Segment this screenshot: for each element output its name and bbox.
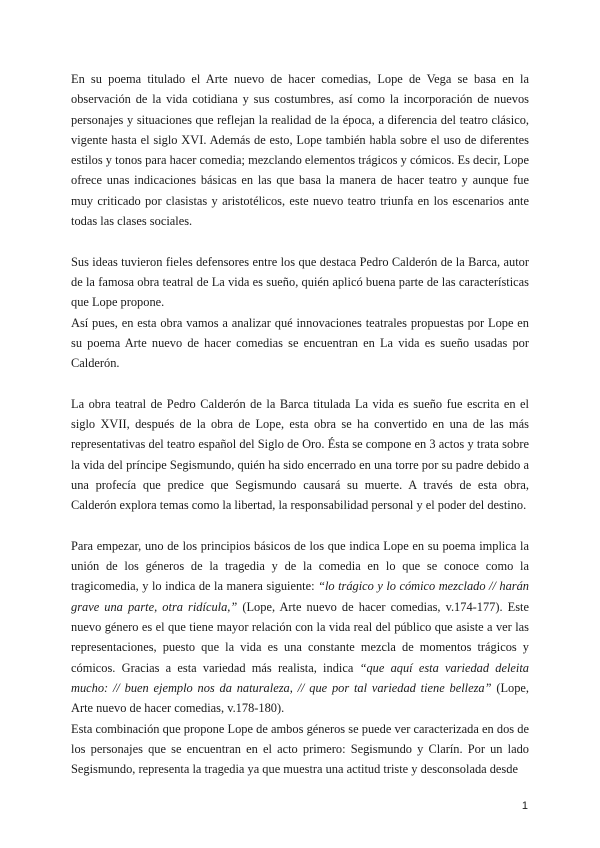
paragraph-spacer <box>71 516 529 536</box>
paragraph-5-text-a: Para empezar, uno de los principios básicos de los que indica Lope en su poema implica la unión de los géneros de la tragedia y de la comedia en lo que se conoce como la tragicomedia, y lo indica de la manera siguiente: <box>71 538 529 594</box>
paragraph-spacer <box>71 231 529 251</box>
quote-1: “lo trágico y lo cómico mezclado // harán grave una parte, otra ridícula,” <box>71 579 529 614</box>
paragraph-6: Esta combinación que propone Lope de ambos géneros se puede ver caracterizada en dos de los personajes que se encuentran en el acto primero: Segismundo y Clarín. Por un lado Segismundo, representa la tragedia ya que muestra una actitud triste y desconsolada desde <box>71 721 529 777</box>
paragraph-2: Sus ideas tuvieron fieles defensores entre los que destaca Pedro Calderón de la Barca, autor de la famosa obra teatral de La vida es sueño, quién aplicó buena parte de las características que Lope propone. <box>71 254 529 310</box>
paragraph-1: En su poema titulado el Arte nuevo de hacer comedias, Lope de Vega se basa en la observación de la vida cotidiana y sus costumbres, así como la incorporación de nuevos personajes y situaciones que reflejan la realidad de la época, a diferencia del teatro clásico, vigente hasta el siglo XVI. Además de esto, Lope también habla sobre el uso de diferentes estilos y tonos para hacer comedia; mezclando elementos trágicos y cómicos. Es decir, Lope ofrece unas indicaciones básicas en las que basa la manera de hacer teatro y aunque fue muy criticado por clasistas y aristotélicos, este nuevo teatro triunfa en los escenarios ante todas las clases sociales. <box>71 72 529 229</box>
page-number: 1 <box>521 800 528 812</box>
paragraph-5 <box>71 536 529 719</box>
paragraph-4: La obra teatral de Pedro Calderón de la Barca titulada La vida es sueño fue escrita en el siglo XVII, después de la obra de Lope, esta obra se ha convertido en una de las más representativas del teatro español del Siglo de Oro. Ésta se compone en 3 actos y trata sobre la vida del príncipe Segismundo, quién ha sido encerrado en una torre por su padre debido a una profecía que predice que Segismundo causará su muerte. A través de esta obra, Calderón explora temas como la libertad, la responsabilidad personal y el poder del destino. <box>71 396 529 513</box>
paragraph-5-text-c: (Lope, Arte nuevo de hacer comedias, v.178-180). <box>71 680 530 716</box>
quote-2: “que aquí esta variedad deleita mucho: // buen ejemplo nos da naturaleza, // que por tal variedad tiene belleza” <box>71 660 529 695</box>
document-body <box>71 69 529 779</box>
paragraph-5-text-b: (Lope, Arte nuevo de hacer comedias, v.174-177). Este nuevo género es el que tiene mayor relación con la vida real del público que asiste a ver las representaciones, puesto que la vida es una constante mezcla de momentos trágicos y cómicos. Gracias a esta variedad más realista, indica <box>71 599 530 675</box>
paragraph-3: Así pues, en esta obra vamos a analizar qué innovaciones teatrales propuestas por Lope en su poema Arte nuevo de hacer comedias se encuentran en La vida es sueño usadas por Calderón. <box>71 315 529 371</box>
paragraph-spacer <box>71 373 529 393</box>
